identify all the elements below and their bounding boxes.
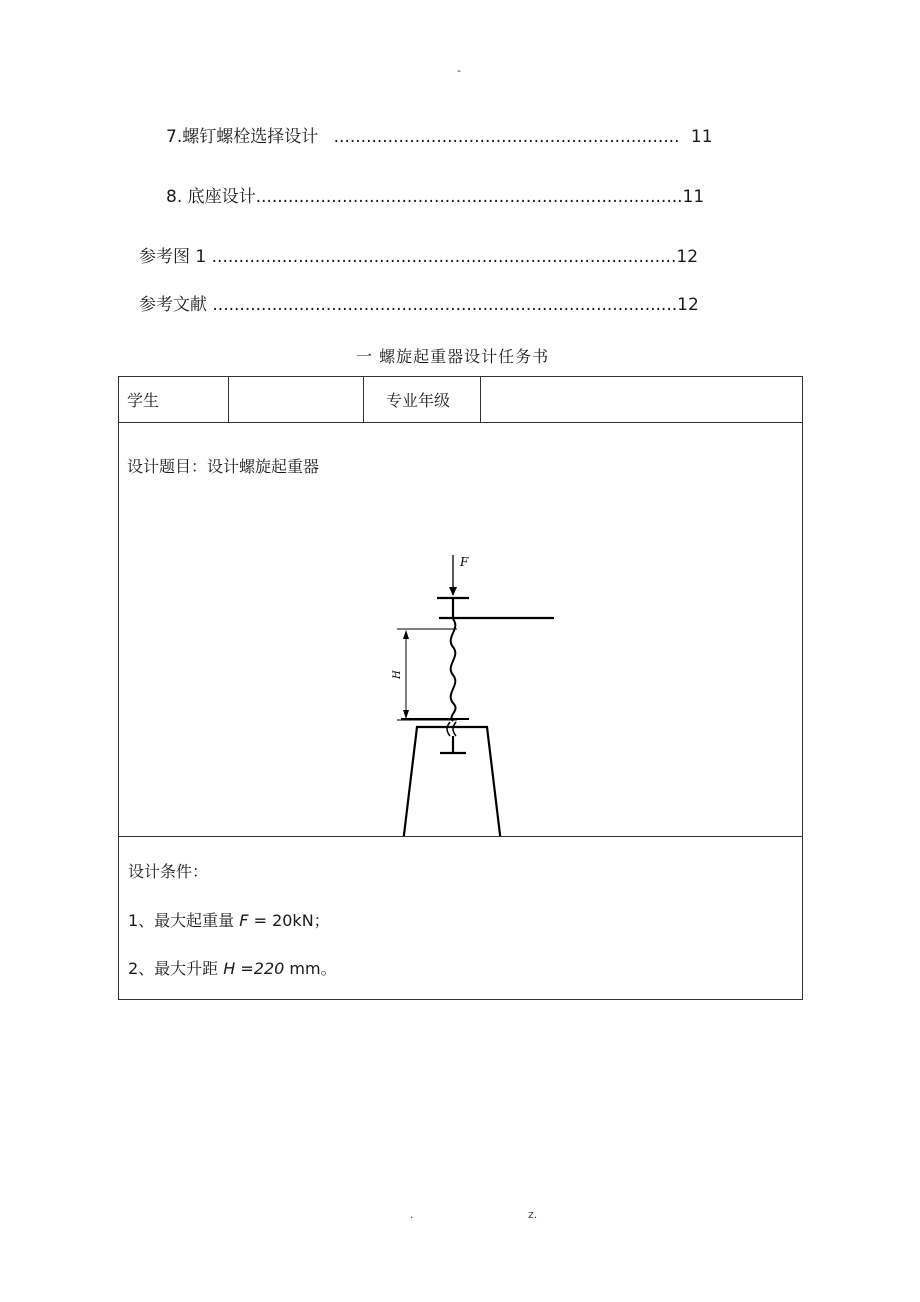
toc-page-number: 12: [676, 247, 699, 267]
toc-entry-label: 参考文献: [139, 295, 207, 315]
height-label: H: [392, 670, 403, 679]
dimension-arrow-top: [403, 630, 409, 639]
condition-2-prefix: 2、最大升距: [128, 959, 219, 978]
student-row: [119, 377, 803, 423]
header-mark: -: [457, 64, 461, 77]
topic-row: [119, 423, 803, 837]
condition-2-symbol: H: [223, 959, 236, 978]
toc-page-number: 11: [682, 187, 705, 207]
jack-base: [377, 727, 533, 836]
toc-page-number: 11: [690, 127, 713, 147]
student-label: 学生: [119, 377, 229, 423]
toc-entry-screws[interactable]: [166, 127, 713, 147]
toc-entry-label: 8. 底座设计: [166, 187, 256, 207]
condition-1-rest: = 20kN；: [248, 911, 330, 930]
toc-entry-base[interactable]: [166, 187, 704, 207]
condition-2-unit: mm。: [284, 959, 337, 978]
condition-2-value: =220: [235, 959, 285, 978]
toc-leader-dots: ......................................................................................: [212, 295, 678, 315]
conditions-row: [119, 837, 803, 1000]
nut-thread: [447, 722, 456, 736]
student-value-cell[interactable]: [229, 377, 364, 423]
task-title: 一 螺旋起重器设计任务书: [356, 347, 550, 366]
screw-thread: [451, 619, 456, 721]
condition-max-lift: [128, 956, 337, 979]
condition-max-load: [128, 908, 330, 931]
toc-entry-label: 参考图 1: [139, 247, 207, 267]
screw-jack-diagram: [119, 423, 803, 836]
toc-entry-references[interactable]: [139, 295, 699, 315]
grade-value-cell[interactable]: [481, 377, 803, 423]
toc-leader-dots: ......................................................................................: [211, 247, 677, 267]
toc-page-number: 12: [677, 295, 699, 315]
footer-right-mark: z.: [528, 1208, 538, 1221]
condition-1-symbol: F: [239, 911, 249, 930]
topic-cell: [119, 423, 803, 837]
condition-1-prefix: 1、最大起重量: [128, 911, 235, 930]
conditions-heading: 设计条件：: [128, 862, 209, 881]
toc-leader-dots: ...............................................................................: [255, 187, 683, 207]
force-arrow-head: [449, 587, 457, 596]
task-table: [118, 376, 803, 1000]
dimension-arrow-bottom: [403, 710, 409, 719]
conditions-cell: [119, 837, 803, 1000]
toc-entry-reference-figure[interactable]: [139, 247, 698, 267]
force-label: F: [460, 555, 469, 569]
screw-jack-drawing: [377, 555, 554, 836]
toc-leader-dots: ................................................................: [333, 127, 680, 147]
footer-left-mark: .: [410, 1208, 414, 1221]
toc-entry-label: 7.螺钉螺栓选择设计: [166, 127, 319, 147]
grade-label: 专业年级: [364, 377, 481, 423]
design-topic: 设计题目：设计螺旋起重器: [127, 457, 320, 476]
